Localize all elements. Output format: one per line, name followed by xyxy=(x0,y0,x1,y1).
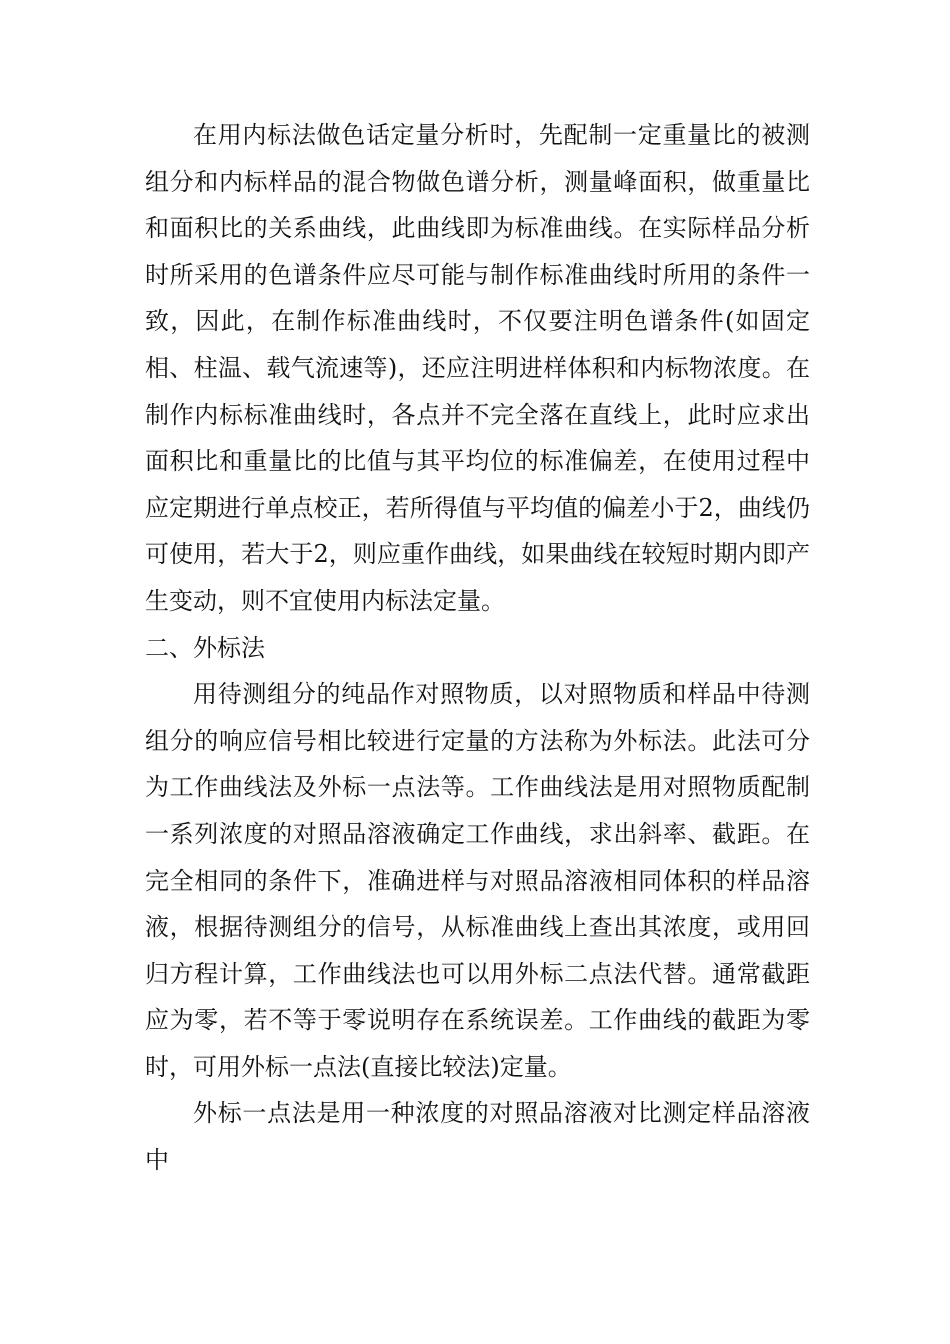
paragraph-external-standard: 用待测组分的纯品作对照物质，以对照物质和样品中待测组分的响应信号相比较进行定量的方法称为外标法。此法可分为工作曲线法及外标一点法等。工作曲线法是用对照物质配制一系列浓度的对照品溶液确定工作曲线，求出斜率、截距。在完全相同的条件下，准确进样与对照品溶液相同体积的样品溶液，根据待测组分的信号，从标准曲线上查出其浓度，或用回归方程计算，工作曲线法也可以用外标二点法代替。通常截距应为零，若不等于零说明存在系统误差。工作曲线的截距为零时，可用外标一点法(直接比较法)定量。 xyxy=(145,680,810,1081)
paragraph-internal-standard: 在用内标法做色话定量分析时，先配制一定重量比的被测组分和内标样品的混合物做色谱分析，测量峰面积，做重量比和面积比的关系曲线，此曲线即为标准曲线。在实际样品分析时所采用的色谱条件应尽可能与制作标准曲线时所用的条件一致，因此，在制作标准曲线时，不仅要注明色谱条件(如固定相、柱温、载气流速等)，还应注明进样体积和内标物浓度。在制作内标标准曲线时，各点并不完全落在直线上，此时应求出面积比和重量比的比值与其平均位的标准偏差，在使用过程中应定期进行单点校正，若所得值与平均值的偏差小于2，曲线仍可使用，若大于2，则应重作曲线，如果曲线在较短时期内即产生变动，则不宜使用内标法定量。 xyxy=(145,121,810,615)
paragraph-single-point: 外标一点法是用一种浓度的对照品溶液对比测定样品溶液中 xyxy=(145,1099,810,1175)
section-heading-external-standard: 二、外标法 xyxy=(145,633,265,662)
document-body xyxy=(145,112,810,1184)
